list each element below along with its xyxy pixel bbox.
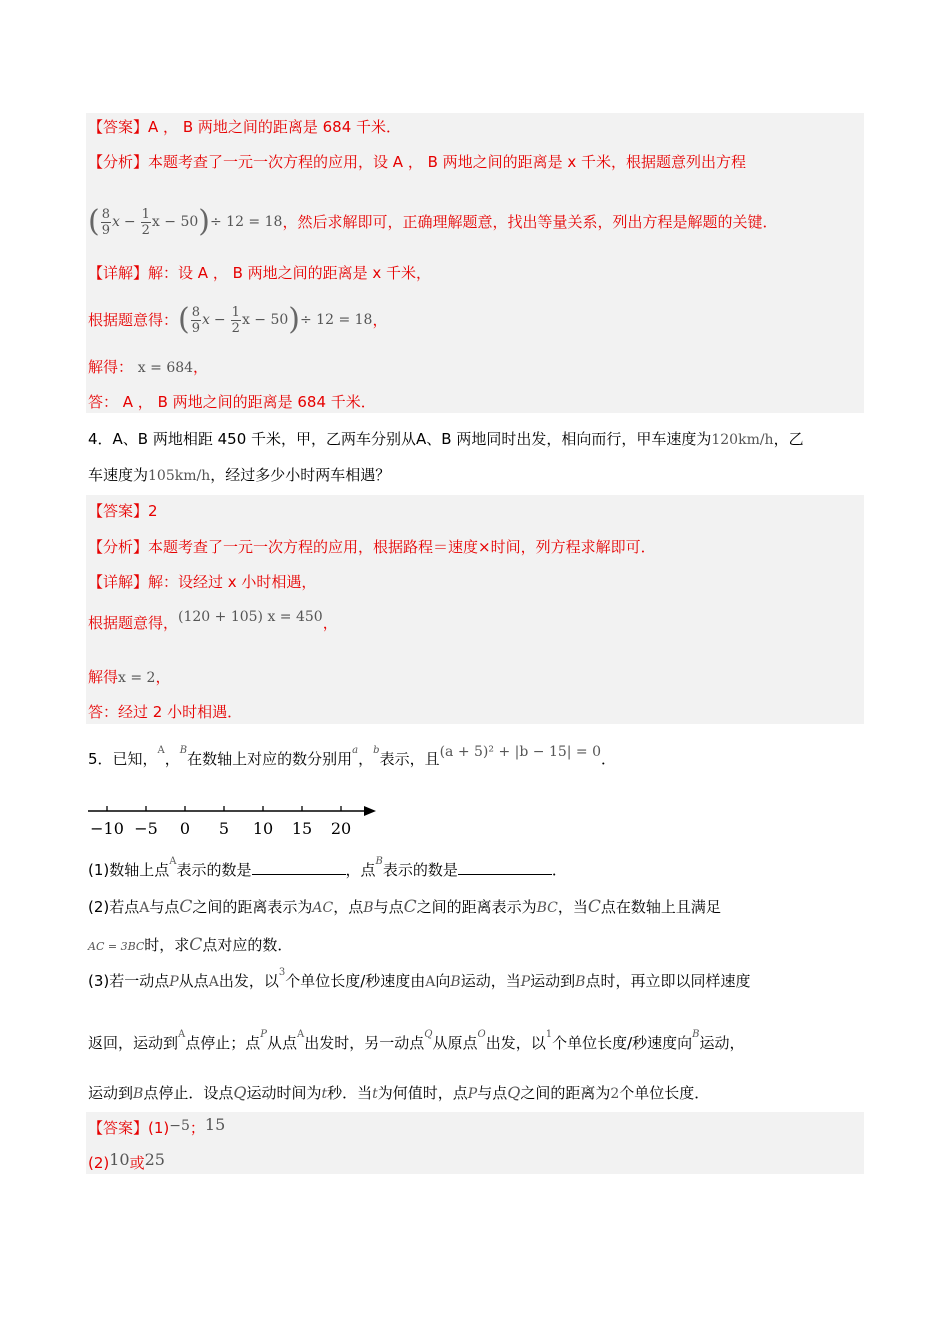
axis-tick-label: 5 xyxy=(218,819,230,838)
q4-answer-line: 【答案】2 xyxy=(88,502,158,520)
eq-suffix: ，然后求解即可，正确理解题意，找出等量关系，列出方程是解题的关键． xyxy=(282,213,778,231)
axis-tick-label: 10 xyxy=(252,819,274,838)
fraction-1-2: $\frac{1}{2}$ xyxy=(141,206,150,238)
axis-tick-label: 15 xyxy=(291,819,313,838)
axis-arrow xyxy=(364,806,376,816)
q4-equation: (120 + 105) x = 450 xyxy=(178,609,323,625)
q3-answer-line xyxy=(88,116,401,138)
speed-120: 120km/h xyxy=(711,432,774,448)
solve-equation: x = 684 xyxy=(137,360,194,376)
detail-text: 解：设 A ， B 两地之间的距离是 x 千米， xyxy=(148,264,432,282)
q5-answer-line2: (2)10或25 xyxy=(88,1150,165,1172)
detail-tag: 【详解】 xyxy=(88,264,149,282)
q5-part3-line2: 返回，运动到$^A$点停止；点$^P$从点$^A$出发时，另一动点$^Q$从原点$^O$出发，以$^1$个单位长度/秒速度向$^B$运动， xyxy=(88,1029,745,1052)
q5-stem-line: 5．已知，$^A$，$^B$在数轴上对应的数分别用$^a$，$^b$表示，且(a + 5)² + |b − 15| = 0． xyxy=(88,744,617,768)
q4-stem-line1: 4．A、B 两地相距 450 千米，甲，乙两车分别从A、B 两地同时出发，相向而行，甲车速度为120km/h，乙 xyxy=(88,430,804,448)
q4-reply-line: 答：经过 2 小时相遇． xyxy=(88,703,243,721)
axis-tick-label: 0 xyxy=(179,819,191,838)
answer-tag: 【答案】 xyxy=(88,118,149,136)
axis-labels xyxy=(90,819,351,838)
speed-105: 105km/h xyxy=(148,468,211,484)
blank-a[interactable] xyxy=(252,860,346,875)
q4-analysis-line: 【分析】本题考查了一元一次方程的应用，根据路程＝速度×时间，列方程求解即可． xyxy=(88,538,656,556)
q3-analysis-line xyxy=(88,151,746,173)
axis-tick-label: 20 xyxy=(330,819,352,838)
q3-detail-line xyxy=(88,262,431,284)
q3-by-meaning-line: 根据题意得： ( $\frac{8}{9}$ x − $\frac{1}{2}$ x − 50 ) ÷ 12 = 18 ， xyxy=(88,302,388,337)
q3-solve-line: 解得： x = 684， xyxy=(88,358,209,376)
axis-tick-label: −5 xyxy=(134,819,158,838)
axis-tick-label: −10 xyxy=(90,819,124,838)
fraction-8-9: $\frac{8}{9}$ xyxy=(101,206,110,238)
analysis-tag: 【分析】 xyxy=(88,153,149,171)
q5-part3-line3: 运动到B点停止．设点Q运动时间为t秒．当t为何值时，点P与点Q之间的距离为2个单位长度． xyxy=(88,1083,710,1102)
q5-answer-line1: 【答案】(1)−5；15 xyxy=(88,1115,226,1137)
q5-part3-line1: (3)若一动点P从点A出发，以$^3$个单位长度/秒速度由A向B运动，当P运动到B点时，再立即以同样速度 xyxy=(88,967,751,990)
q4-solve-line: 解得x = 2， xyxy=(88,668,171,686)
q4-by-meaning-line: 根据题意得，(120 + 105) x = 450， xyxy=(88,609,338,632)
q4-stem-line2: 车速度为105km/h，经过多少小时两车相遇？ xyxy=(88,466,391,484)
number-line xyxy=(80,798,390,842)
blank-b[interactable] xyxy=(458,860,552,875)
q4-detail-line: 【详解】解：设经过 x 小时相遇， xyxy=(88,573,317,591)
condition-equation: (a + 5)² + |b − 15| = 0 xyxy=(439,744,602,760)
q3-equation-line: ( $\frac{8}{9}$ x − $\frac{1}{2}$ x − 50 ) ÷ 12 = 18 ，然后求解即可，正确理解题意，找出等量关系，列出方程是解题的关键． xyxy=(88,204,778,239)
q5-part2-line1: (2)若点A与点C之间的距离表示为AC，点B与点C之间的距离表示为BC，当C点在数轴上且满足 xyxy=(88,897,721,917)
answer-text: A ， B 两地之间的距离是 684 千米． xyxy=(148,118,402,136)
analysis-text: 本题考查了一元一次方程的应用，设 A ， B 两地之间的距离是 x 千米，根据题意列出方程 xyxy=(148,153,747,171)
q3-reply-line: 答： A ， B 两地之间的距离是 684 千米． xyxy=(88,393,376,411)
answer-value: 2 xyxy=(148,502,158,520)
q5-part2-line2: AC = 3BC时，求C点对应的数． xyxy=(88,935,293,955)
q5-part1: (1)数轴上点$^A$表示的数是 ，点$^B$表示的数是 ． xyxy=(88,856,567,879)
